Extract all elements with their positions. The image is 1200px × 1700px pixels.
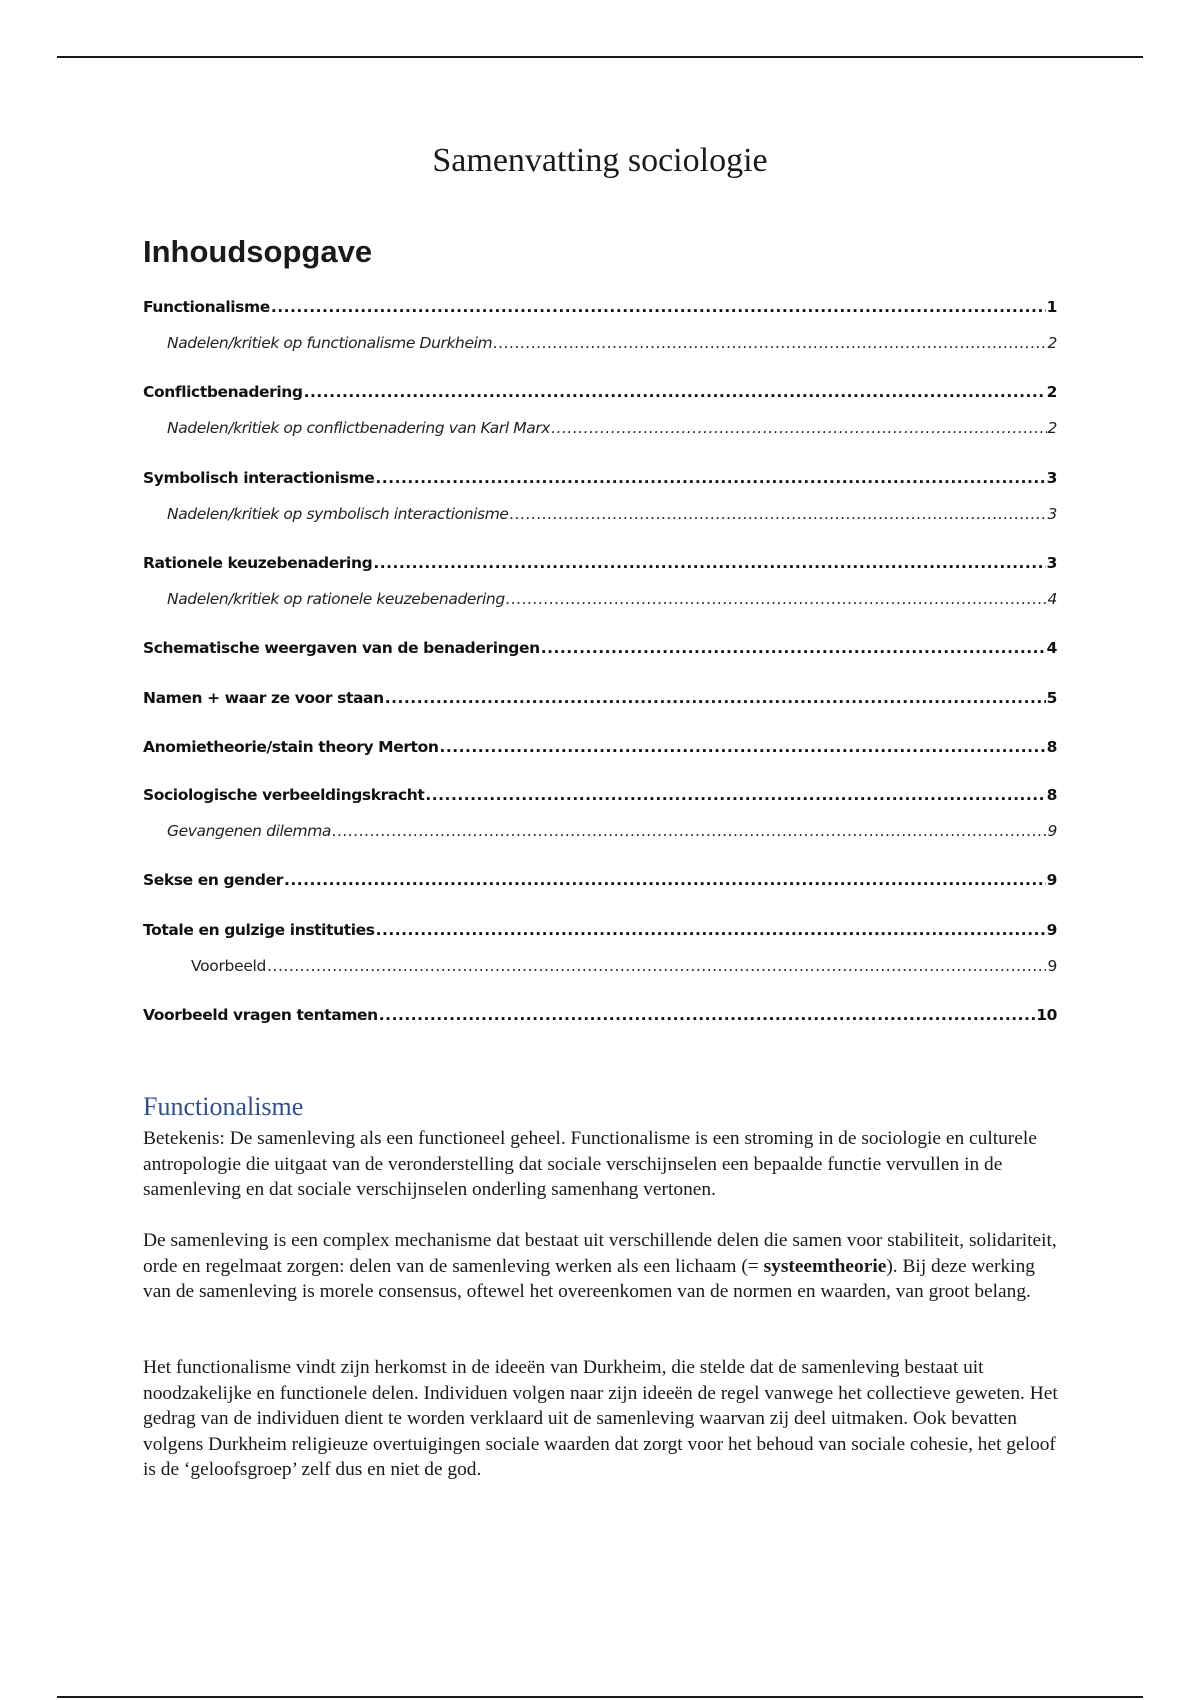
toc-entry-text: Conflictbenadering: [143, 383, 303, 401]
toc-page-number: 2: [1046, 383, 1057, 401]
body-paragraph: [143, 1228, 1063, 1305]
section-heading-functionalisme: Functionalisme: [143, 1092, 304, 1121]
header-rule: [57, 56, 1143, 58]
toc-entry[interactable]: [143, 639, 1057, 663]
toc-page-number: 10: [1036, 1006, 1057, 1024]
toc-leader: [271, 298, 1046, 316]
toc-entry[interactable]: [143, 1006, 1057, 1030]
toc-page-number: 4: [1047, 590, 1057, 608]
toc-entry-text: Voorbeeld: [191, 957, 267, 975]
toc-page-number: 2: [1047, 419, 1057, 437]
document-title: Samenvatting sociologie: [432, 142, 768, 179]
toc-entry[interactable]: [143, 921, 1057, 945]
body-paragraph: Het functionalisme vindt zijn herkomst in de ideeën van Durkheim, die stelde dat de samenleving bestaat uit noodzakelijke en functionele delen. Individuen volgen naar zijn ideeën de regel vanwege het collectieve geweten. Het gedrag van de individuen dient te worden verklaard uit de samenleving waarvan zij deel uitmaken. Ook bevatten volgens Durkheim religieuze overtuigingen sociale waarden dat zorgt voor het behoud van sociale cohesie, het geloof is de ‘geloofsgroep’ zelf dus en niet de god.: [143, 1357, 1058, 1481]
toc-entry[interactable]: [143, 689, 1057, 713]
toc-page-number: 5: [1046, 689, 1057, 707]
toc-entry[interactable]: [167, 334, 1057, 358]
toc-entry[interactable]: [143, 554, 1057, 578]
toc-entry-text: Totale en gulzige instituties: [143, 921, 375, 939]
toc-leader: [304, 383, 1046, 401]
toc-leader: [376, 921, 1046, 939]
toc-entry[interactable]: [143, 738, 1057, 762]
toc-leader: [267, 957, 1046, 975]
toc-entry-text: Gevangenen dilemma: [167, 822, 332, 840]
toc-page-number: 8: [1046, 786, 1057, 804]
toc-page-number: 3: [1046, 554, 1057, 572]
toc-leader: [379, 1006, 1035, 1024]
toc-page-number: 3: [1046, 469, 1057, 487]
toc-page-number: 8: [1046, 738, 1057, 756]
toc-leader: [506, 590, 1047, 608]
toc-entry-text: Nadelen/kritiek op rationele keuzebenadering: [167, 590, 505, 608]
toc-entry[interactable]: [143, 786, 1057, 810]
toc-leader: [551, 419, 1046, 437]
toc-page-number: 4: [1046, 639, 1057, 657]
toc-entry[interactable]: [143, 298, 1057, 322]
toc-page-number: 1: [1046, 298, 1057, 316]
toc-leader: [375, 469, 1045, 487]
toc-entry-text: Nadelen/kritiek op functionalisme Durkheim: [167, 334, 493, 352]
toc-entry[interactable]: [143, 383, 1057, 407]
toc-entry-text: Schematische weergaven van de benaderingen: [143, 639, 540, 657]
toc-entry-text: Nadelen/kritiek op conflictbenadering van Karl Marx: [167, 419, 551, 437]
toc-page-number: 9: [1046, 871, 1057, 889]
toc-leader: [332, 822, 1047, 840]
toc-leader: [284, 871, 1046, 889]
toc-page-number: 9: [1047, 957, 1057, 975]
toc-leader: [425, 786, 1045, 804]
toc-heading: Inhoudsopgave: [143, 234, 373, 269]
toc-entry-text: Symbolisch interactionisme: [143, 469, 375, 487]
toc-leader: [373, 554, 1045, 572]
toc-leader: [541, 639, 1046, 657]
toc-entry[interactable]: [167, 505, 1057, 529]
toc-entry-text: Voorbeeld vragen tentamen: [143, 1006, 378, 1024]
toc-entry[interactable]: [143, 469, 1057, 493]
toc-leader: [439, 738, 1045, 756]
toc-page-number: 9: [1047, 822, 1057, 840]
toc-entry[interactable]: [143, 871, 1057, 895]
toc-leader: [385, 689, 1046, 707]
bold-term: systeemtheorie: [763, 1255, 887, 1277]
body-text: ). Bij deze werking van de samenleving is morele consensus, oftewel het overeenkomen van de normen en waarden, van groot belang.: [143, 1255, 1035, 1303]
body-text: De samenleving is een complex mechanisme dat bestaat uit verschillende delen die samen voor stabiliteit, solidariteit, orde en regelmaat zorgen: delen van de samenleving werken als een lichaam (=: [143, 1230, 1057, 1277]
toc-entry[interactable]: [167, 419, 1057, 443]
toc-entry-text: Sociologische verbeeldingskracht: [143, 786, 425, 804]
toc-leader: [510, 505, 1047, 523]
toc-entry[interactable]: [167, 822, 1057, 846]
toc-entry-text: Nadelen/kritiek op symbolisch interactionisme: [167, 505, 509, 523]
toc-entry-text: Anomietheorie/stain theory Merton: [143, 738, 439, 756]
toc-page-number: 2: [1047, 334, 1057, 352]
toc-entry[interactable]: [191, 957, 1057, 981]
toc-entry-text: Namen + waar ze voor staan: [143, 689, 384, 707]
body-paragraph: Betekenis: De samenleving als een functioneel geheel. Functionalisme is een stroming in de sociologie en culturele antropologie die uitgaat van de veronderstelling dat sociale verschijnselen een bepaalde functie vervullen in de samenleving en dat sociale verschijnselen onderling samenhang vertonen.: [143, 1128, 1037, 1201]
toc-entry-text: Sekse en gender: [143, 871, 283, 889]
toc-page-number: 3: [1047, 505, 1057, 523]
toc-leader: [493, 334, 1046, 352]
toc-entry[interactable]: [167, 590, 1057, 614]
toc-entry-text: Rationele keuzebenadering: [143, 554, 373, 572]
footer-rule: [57, 1696, 1143, 1698]
toc-page-number: 9: [1046, 921, 1057, 939]
toc-entry-text: Functionalisme: [143, 298, 270, 316]
